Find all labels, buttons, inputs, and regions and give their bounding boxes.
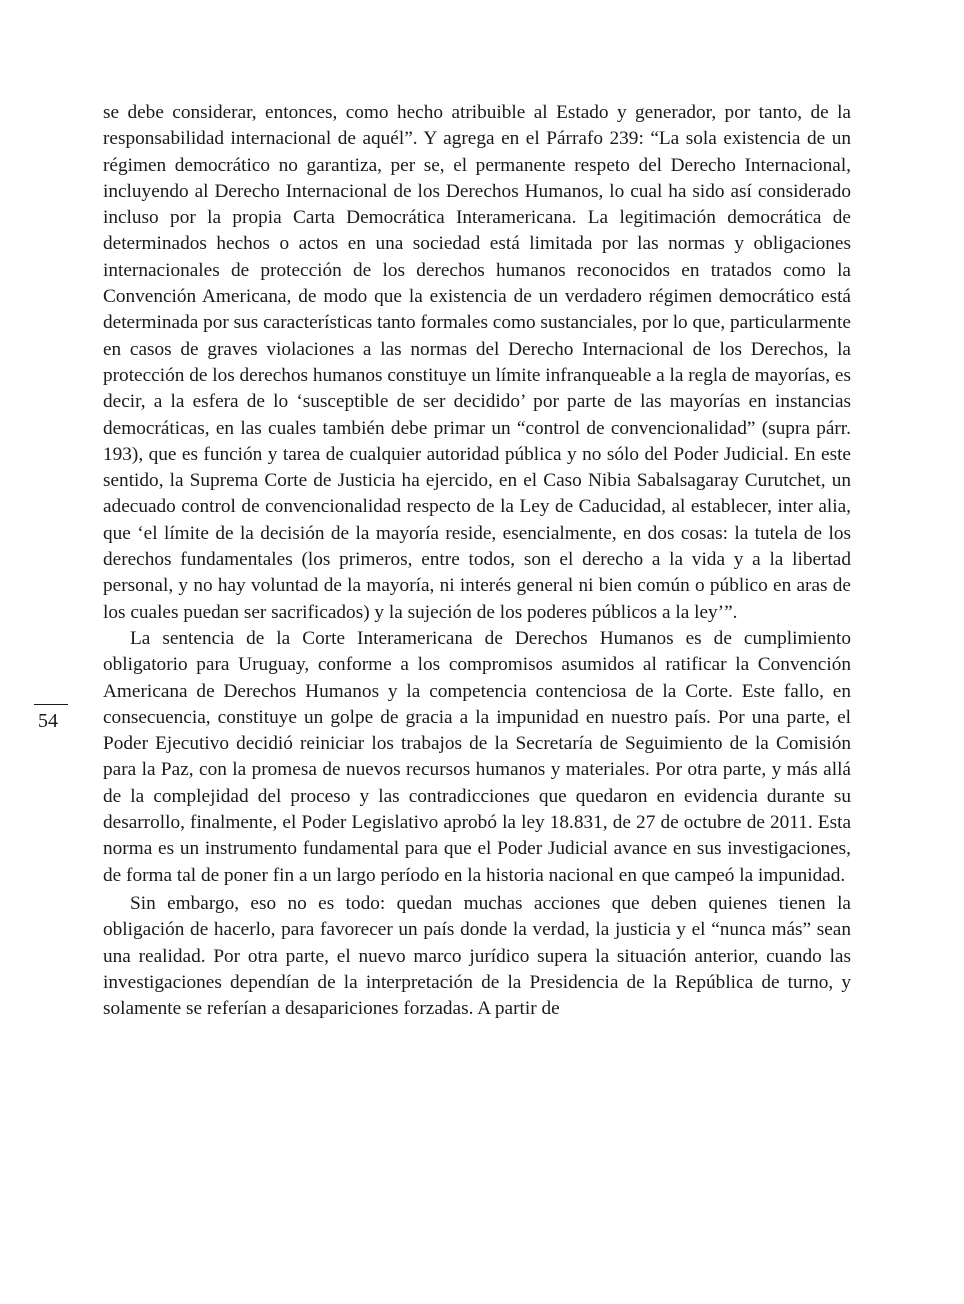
page-number-rule <box>34 704 68 705</box>
paragraph-1: se debe considerar, entonces, como hecho atribuible al Estado y generador, por tanto, de la responsabilidad internacional de aquél”. Y agrega en el Párrafo 239: “La sola existencia de un régimen democrático no garantiza, per se, el permanente respeto del Derecho Internacional, incluyendo al Derecho Internacional de los Derechos Humanos, lo cual ha sido así considerado incluso por la propia Carta Democrática Interamericana. La legitimación democrática de determinados hechos o actos en una sociedad está limitada por las normas y obligaciones internacionales de protección de los derechos humanos reconocidos en tratados como la Convención Americana, de modo que la existencia de un verdadero régimen democrático está determinada por sus características tanto formales como sustanciales, por lo que, particularmente en casos de graves violaciones a las normas del Derecho Internacional de los Derechos, la protección de los derechos humanos constituye un límite infranqueable a la regla de mayorías, es decir, a la esfera de lo ‘susceptible de ser decidido’ por parte de las mayorías en instancias democráticas, en las cuales también debe primar un “control de convencionalidad” (supra párr. 193), que es función y tarea de cualquier autoridad pública y no sólo del Poder Judicial. En este sentido, la Suprema Corte de Justicia ha ejercido, en el Caso Nibia Sabalsagaray Curutchet, un adecuado control de convencionalidad respecto de la Ley de Caducidad, al establecer, inter alia, que ‘el límite de la decisión de la mayoría reside, esencialmente, en dos cosas: la tutela de los derechos fundamentales (los primeros, entre todos, son el derecho a la vida y a la libertad personal, y no hay voluntad de la mayoría, ni interés general ni bien común o público en aras de los cuales puedan ser sacrificados) y la sujeción de los poderes públicos a la ley’”. <box>103 102 851 623</box>
paragraph-3: Sin embargo, eso no es todo: quedan muchas acciones que deben quienes tienen la obligación de hacerlo, para favorecer un país donde la verdad, la justicia y el “nunca más” sean una realidad. Por otra parte, el nuevo marco jurídico supera la situación anterior, cuando las investigaciones dependían de la interpretación de la Presidencia de la República de turno, y solamente se referían a desapariciones forzadas. A partir de <box>103 892 851 1020</box>
page-number: 54 <box>38 710 58 732</box>
body-text <box>103 100 851 1022</box>
paragraph-2: La sentencia de la Corte Interamericana de Derechos Humanos es de cumplimiento obligatorio para Uruguay, conforme a los compromisos asumidos al ratificar la Convención Americana de Derechos Humanos y la competencia contenciosa de la Corte. Este fallo, en consecuencia, constituye un golpe de gracia a la impunidad en nuestro país. Por una parte, el Poder Ejecutivo decidió reiniciar los trabajos de la Secretaría de Seguimiento de la Comisión para la Paz, con la promesa de nuevos recursos humanos y materiales. Por otra parte, y más allá de la complejidad del proceso y las contradicciones que quedaron en evidencia durante su desarrollo, finalmente, el Poder Legislativo aprobó la ley 18.831, de 27 de octubre de 2011. Esta norma es un instrumento fundamental para que el Poder Judicial avance en sus investigaciones, de forma tal de poner fin a un largo período en la historia nacional en que campeó la impunidad. <box>103 627 851 886</box>
